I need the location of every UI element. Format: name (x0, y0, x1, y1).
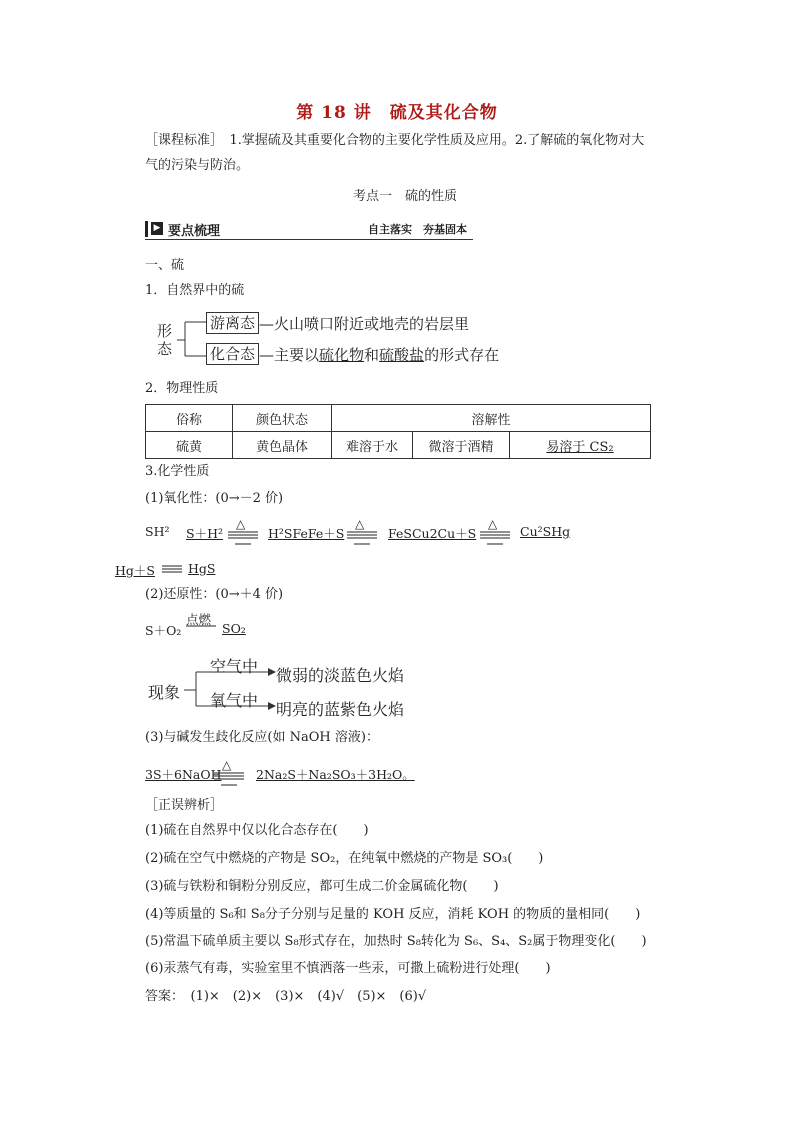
ignite-condition: 点燃 (186, 612, 212, 627)
heating-condition-icon (345, 516, 379, 546)
reaction-hg-s: Hg＋S (115, 563, 155, 578)
key-points-banner (145, 219, 473, 240)
answer-line: 答案： (1)× (2)× (3)× (4)√ (5)× (6)√ (145, 989, 427, 1004)
disproportion-right: 2Na₂S＋Na₂SO₃＋3H₂O。 (256, 767, 415, 782)
heating-condition-icon (212, 757, 246, 787)
combined-state-box: 化合态 (206, 343, 259, 365)
oxidation-sh: SH² (145, 524, 170, 539)
phenomena-label: 现象 (148, 683, 181, 702)
reduction-product: SO₂ (222, 621, 246, 636)
th-color-state: 颜色状态 (233, 405, 332, 432)
svg-text:△: △ (222, 758, 232, 772)
forms-label-1: 形 (157, 322, 173, 340)
reaction-line (184, 624, 218, 630)
equals-sign (160, 563, 184, 575)
free-state-box: 游离态 (206, 312, 259, 334)
heading-physical: 2．物理性质 (145, 381, 219, 396)
course-standard-line2: 气的污染与防治。 (145, 158, 250, 173)
play-icon: ▶ (151, 222, 163, 235)
reduction-label: (2)还原性：(0→＋4 价) (145, 587, 284, 602)
table-row (146, 405, 651, 432)
svg-text:△: △ (355, 517, 365, 531)
disproportion-label: (3)与碱发生歧化反应(如 NaOH 溶液)： (145, 730, 379, 745)
cell-common-name: 硫黄 (146, 432, 233, 459)
heading-natural-sulfur: 1．自然界中的硫 (145, 283, 245, 298)
judge-label: ［正误辨析］ (145, 798, 224, 813)
th-solubility: 溶解性 (332, 405, 651, 432)
reduction-eq: S＋O₂ (145, 623, 182, 638)
th-common-name: 俗称 (146, 405, 233, 432)
cell-alcohol: 微溶于酒精 (413, 432, 510, 459)
judge-item-1: (1)硫在自然界中仅以化合态存在( ) (145, 823, 369, 838)
judge-item-4: (4)等质量的 S₆和 S₈分子分别与足量的 KOH 反应，消耗 KOH 的物质的量相同( ) (145, 907, 641, 922)
heating-condition-icon (226, 516, 260, 546)
combined-state-desc: —主要以硫化物和硫酸盐的形式存在 (259, 346, 500, 364)
banner-bar (145, 221, 148, 237)
air-result: 微弱的淡蓝色火焰 (276, 666, 405, 685)
oxidation-label: (1)氧化性：(0→－2 价) (145, 491, 284, 506)
banner-subtitle: 自主落实 夯基固本 (368, 223, 467, 236)
heading-chemical: 3.化学性质 (145, 464, 210, 479)
reaction-hgs: HgS (188, 561, 216, 576)
air-label: 空气中 (210, 657, 259, 676)
table-row (146, 432, 651, 459)
heating-condition-icon (478, 516, 512, 546)
reaction-s-h2: S＋H² (186, 526, 223, 541)
disproportion-left: 3S＋6NaOH (145, 767, 222, 782)
oxygen-label: 氧气中 (210, 691, 259, 710)
course-standard-line1: ［课程标准］ 1.掌握硫及其重要化合物的主要化学性质及应用。2.了解硫的氧化物对大 (145, 133, 645, 148)
reaction-product-2: FeSCu2Cu＋S (388, 526, 477, 541)
cell-water: 难溶于水 (332, 432, 413, 459)
judge-item-2: (2)硫在空气中燃烧的产物是 SO₂，在纯氧中燃烧的产物是 SO₃( ) (145, 851, 544, 866)
reaction-product-3: Cu²SHg (520, 524, 571, 539)
judge-item-6: (6)汞蒸气有毒，实验室里不慎洒落一些汞，可撒上硫粉进行处理( ) (145, 961, 551, 976)
judge-item-3: (3)硫与铁粉和铜粉分别反应，都可生成二价金属硫化物( ) (145, 879, 499, 894)
section-title: 考点一 硫的性质 (353, 189, 458, 204)
svg-text:△: △ (236, 517, 246, 531)
forms-label-2: 态 (157, 340, 173, 358)
svg-text:△: △ (488, 517, 498, 531)
cell-cs2: 易溶于 CS₂ (510, 432, 651, 459)
heading-sulfur: 一、硫 (145, 258, 185, 273)
free-state-desc: —火山喷口附近或地壳的岩层里 (259, 315, 470, 333)
cell-color-state: 黄色晶体 (233, 432, 332, 459)
banner-title: 要点梳理 (168, 224, 221, 239)
oxygen-result: 明亮的蓝紫色火焰 (276, 700, 405, 719)
reaction-product-1: H²SFeFe＋S (268, 526, 345, 541)
page-title: 第 18 讲 硫及其化合物 (296, 103, 498, 123)
judge-item-5: (5)常温下硫单质主要以 S₈形式存在，加热时 S₈转化为 S₆、S₄、S₂属于物理变化( ) (145, 934, 647, 949)
physical-properties-table (145, 404, 651, 459)
